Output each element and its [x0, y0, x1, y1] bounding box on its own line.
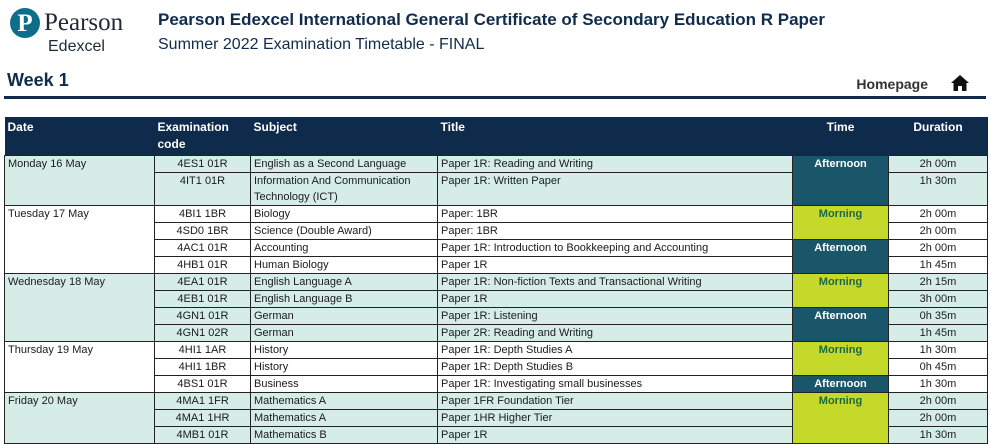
- title-cell: Paper 1HR Higher Tier: [438, 410, 793, 427]
- timetable: [4, 117, 987, 444]
- title-cell: Paper: 1BR: [438, 206, 793, 223]
- title-cell: Paper 1R: Depth Studies A: [438, 342, 793, 359]
- duration-cell: 2h 00m: [889, 240, 988, 257]
- subject-cell: Mathematics A: [251, 410, 438, 427]
- code-cell: 4HI1 1BR: [155, 359, 251, 376]
- header-date: Date: [5, 117, 155, 156]
- duration-cell: 2h 00m: [889, 223, 988, 240]
- table-row: [5, 342, 988, 359]
- duration-cell: 3h 00m: [889, 291, 988, 308]
- duration-cell: 0h 35m: [889, 308, 988, 325]
- code-cell: 4BI1 1BR: [155, 206, 251, 223]
- code-cell: 4GN1 01R: [155, 308, 251, 325]
- week-bar: [4, 70, 986, 99]
- title-cell: Paper 1R: Investigating small businesses: [438, 376, 793, 393]
- document-subtitle: Summer 2022 Examination Timetable - FINAL: [158, 36, 485, 53]
- duration-cell: 1h 30m: [889, 427, 988, 444]
- subject-cell: English Language B: [251, 291, 438, 308]
- title-cell: Paper 1R: Non-fiction Texts and Transactional Writing: [438, 274, 793, 291]
- session-badge-morning: Morning: [793, 274, 889, 308]
- code-cell: 4BS1 01R: [155, 376, 251, 393]
- duration-cell: 1h 45m: [889, 325, 988, 342]
- code-cell: 4SD0 1BR: [155, 223, 251, 240]
- title-cell: Paper 1R: Reading and Writing: [438, 156, 793, 173]
- subject-cell: Human Biology: [251, 257, 438, 274]
- subject-cell: German: [251, 308, 438, 325]
- duration-cell: 2h 00m: [889, 206, 988, 223]
- duration-cell: 1h 30m: [889, 342, 988, 359]
- logo-wordmark: Pearson: [44, 9, 124, 36]
- title-cell: Paper 1R: [438, 257, 793, 274]
- pearson-logo-icon: P: [10, 8, 40, 38]
- duration-cell: 0h 45m: [889, 359, 988, 376]
- date-cell: Thursday 19 May: [5, 342, 155, 393]
- subject-cell: Science (Double Award): [251, 223, 438, 240]
- code-cell: 4AC1 01R: [155, 240, 251, 257]
- title-cell: Paper 1R: Written Paper: [438, 173, 793, 206]
- duration-cell: 2h 15m: [889, 274, 988, 291]
- subject-cell: Biology: [251, 206, 438, 223]
- date-cell: Tuesday 17 May: [5, 206, 155, 274]
- duration-cell: 1h 30m: [889, 376, 988, 393]
- logo-subtitle: Edexcel: [48, 38, 105, 55]
- code-cell: 4ES1 01R: [155, 156, 251, 173]
- title-cell: Paper 1R: Listening: [438, 308, 793, 325]
- code-cell: 4HB1 01R: [155, 257, 251, 274]
- subject-cell: English as a Second Language: [251, 156, 438, 173]
- code-cell: 4IT1 01R: [155, 173, 251, 206]
- session-badge-afternoon: Afternoon: [793, 308, 889, 342]
- code-cell: 4MA1 1HR: [155, 410, 251, 427]
- subject-cell: History: [251, 359, 438, 376]
- subject-cell: German: [251, 325, 438, 342]
- code-cell: 4EA1 01R: [155, 274, 251, 291]
- homepage-link[interactable]: Homepage: [856, 76, 928, 92]
- duration-cell: 2h 00m: [889, 410, 988, 427]
- duration-cell: 2h 00m: [889, 393, 988, 410]
- home-icon[interactable]: [950, 74, 970, 92]
- session-badge-morning: Morning: [793, 342, 889, 376]
- date-cell: Monday 16 May: [5, 156, 155, 206]
- session-badge-afternoon: Afternoon: [793, 156, 889, 206]
- title-cell: Paper 1R: Depth Studies B: [438, 359, 793, 376]
- table-row: [5, 393, 988, 410]
- title-cell: Paper 1R: [438, 427, 793, 444]
- subject-cell: Information And Communication Technology (ICT): [251, 173, 438, 206]
- title-cell: Paper 1FR Foundation Tier: [438, 393, 793, 410]
- title-cell: Paper 1R: Introduction to Bookkeeping and Accounting: [438, 240, 793, 257]
- subject-cell: Accounting: [251, 240, 438, 257]
- header-subject: Subject: [251, 117, 438, 156]
- subject-cell: English Language A: [251, 274, 438, 291]
- week-title: Week 1: [7, 70, 69, 90]
- code-cell: 4HI1 1AR: [155, 342, 251, 359]
- table-row: [5, 156, 988, 173]
- table-row: [5, 206, 988, 223]
- session-badge-morning: Morning: [793, 393, 889, 444]
- session-badge-morning: Morning: [793, 206, 889, 240]
- table-row: [5, 274, 988, 291]
- date-cell: Wednesday 18 May: [5, 274, 155, 342]
- header-code: Examination code: [155, 117, 251, 156]
- subject-cell: Mathematics A: [251, 393, 438, 410]
- page-header: [0, 0, 991, 64]
- subject-cell: History: [251, 342, 438, 359]
- session-badge-afternoon: Afternoon: [793, 240, 889, 274]
- document-title: Pearson Edexcel International General Certificate of Secondary Education R Paper: [158, 10, 825, 29]
- subject-cell: Business: [251, 376, 438, 393]
- code-cell: 4EB1 01R: [155, 291, 251, 308]
- duration-cell: 2h 00m: [889, 156, 988, 173]
- header-duration: Duration: [889, 117, 988, 156]
- code-cell: 4GN1 02R: [155, 325, 251, 342]
- header-title: Title: [438, 117, 793, 156]
- session-badge-afternoon: Afternoon: [793, 376, 889, 393]
- duration-cell: 1h 45m: [889, 257, 988, 274]
- duration-cell: 1h 30m: [889, 173, 988, 206]
- table-header-row: [5, 117, 988, 156]
- title-cell: Paper: 1BR: [438, 223, 793, 240]
- date-cell: Friday 20 May: [5, 393, 155, 444]
- title-cell: Paper 1R: [438, 291, 793, 308]
- subject-cell: Mathematics B: [251, 427, 438, 444]
- header-time: Time: [793, 117, 889, 156]
- title-cell: Paper 2R: Reading and Writing: [438, 325, 793, 342]
- code-cell: 4MB1 01R: [155, 427, 251, 444]
- code-cell: 4MA1 1FR: [155, 393, 251, 410]
